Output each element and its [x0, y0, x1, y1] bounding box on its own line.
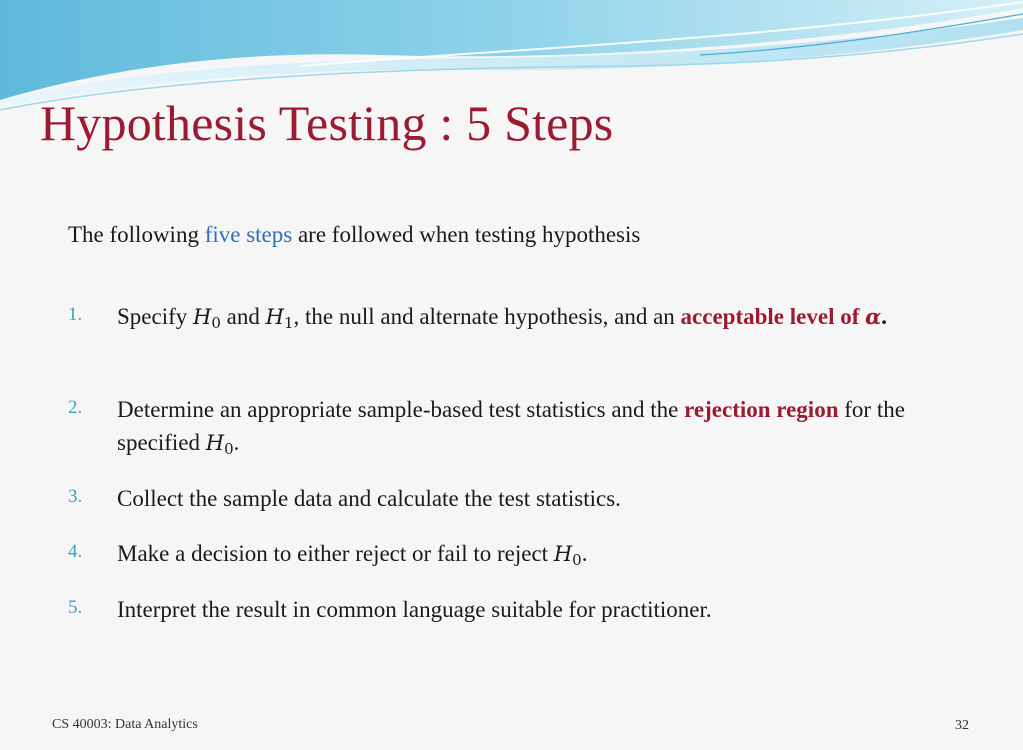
step-text-end: . — [581, 541, 588, 566]
step-text-end: . — [233, 430, 240, 455]
math-letter: H — [265, 305, 284, 329]
intro-before: The following — [68, 222, 205, 247]
step-text-end: . — [881, 304, 888, 329]
math-subscript: 1 — [283, 314, 294, 332]
math-letter: H — [193, 305, 212, 329]
step-number: 2. — [68, 397, 83, 418]
step-text-part: Specify — [117, 304, 194, 329]
step-text-part: Determine an appropriate sample-based test statistics and the — [117, 397, 685, 422]
step-text-part: , the null and alternate hypothesis, and an — [293, 304, 681, 329]
step-emphasis: rejection region — [684, 397, 839, 422]
math-h0 — [205, 431, 234, 458]
step-text-part: for the specified — [117, 397, 905, 455]
math-subscript: 0 — [224, 440, 234, 458]
step-text — [117, 537, 937, 571]
intro-after: are followed when testing hypothesis — [292, 222, 641, 247]
math-letter: H — [205, 431, 225, 455]
intro-highlight: five steps — [204, 222, 293, 247]
math-h0 — [193, 305, 221, 332]
math-subscript: 0 — [211, 314, 221, 332]
step-text: Collect the sample data and calculate the test statistics. — [117, 486, 621, 511]
step-number: 3. — [68, 486, 83, 507]
math-letter: H — [553, 542, 573, 566]
slide-title: Hypothesis Testing : 5 Steps — [40, 95, 614, 151]
step-emphasis: acceptable level of — [680, 304, 866, 329]
math-h0 — [553, 542, 582, 569]
footer-course: CS 40003: Data Analytics — [52, 717, 198, 732]
step-text: Interpret the result in common language suitable for practitioner. — [117, 597, 712, 622]
step-number: 1. — [68, 304, 83, 325]
step-text — [117, 300, 937, 334]
math-subscript: 0 — [572, 551, 582, 569]
math-h1 — [265, 305, 294, 332]
step-text — [117, 393, 937, 460]
step-number: 5. — [68, 597, 83, 618]
page-number: 32 — [955, 718, 969, 733]
step-text-part: and — [220, 304, 266, 329]
step-text-part: Make a decision to either reject or fail to reject — [117, 541, 554, 566]
intro-text — [68, 222, 640, 248]
math-alpha: α — [865, 304, 882, 329]
step-number: 4. — [68, 541, 83, 562]
